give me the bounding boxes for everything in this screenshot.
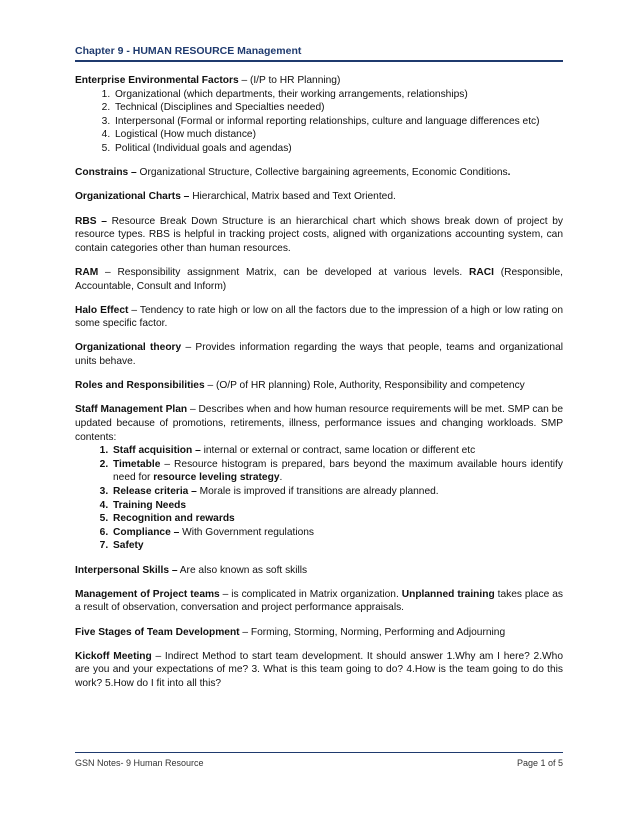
smp-item-desc: Morale is improved if transitions are already planned.: [196, 486, 439, 497]
document-body: [75, 74, 563, 701]
rbs-term: RBS –: [75, 215, 107, 227]
list-item: [111, 485, 563, 499]
ram-desc: – Responsibility assignment Matrix, can be developed at various levels.: [98, 266, 470, 278]
roles-desc: – (O/P of HR planning) Role, Authority, Responsibility and competency: [204, 380, 525, 392]
smp-item-term: Staff acquisition –: [113, 445, 201, 457]
eef-term: Enterprise Environmental Factors: [75, 75, 239, 86]
smp-item-desc: With Government regulations: [179, 526, 315, 538]
page-header-title: Chapter 9 - HUMAN RESOURCE Management: [75, 45, 302, 57]
footer-doc-name: GSN Notes- 9 Human Resource: [75, 758, 204, 768]
five-stages-term: Five Stages of Team Development: [75, 626, 240, 638]
mgmt-teams-desc: – is complicated in Matrix organization.: [219, 588, 402, 600]
smp-item-desc: – Resource histogram is prepared, bars beyond the maximum available hours identify need for: [113, 458, 563, 484]
constrains-end: .: [507, 167, 511, 179]
smp-paragraph: [75, 403, 563, 444]
unplanned-training-term: Unplanned training: [401, 588, 495, 600]
header-divider: [75, 60, 563, 62]
smp-item-term: Timetable: [113, 458, 161, 470]
org-theory-paragraph: [75, 341, 563, 368]
unplanned-training-desc: takes place as a result of observation, conversation and project performance appraisals.: [75, 588, 563, 614]
smp-item-bold: resource leveling strategy: [153, 472, 280, 484]
list-item: 2. Technical (Disciplines and Specialties needed): [113, 101, 563, 115]
list-item: [111, 526, 563, 540]
footer-divider: [75, 752, 563, 753]
five-stages-paragraph: [75, 626, 563, 640]
constrains-term: Constrains –: [75, 167, 137, 179]
list-item: [111, 444, 563, 458]
constrains-paragraph: [75, 166, 563, 180]
rbs-paragraph: [75, 215, 563, 256]
list-item: 3. Interpersonal (Formal or informal reporting relationships, culture and language differences etc): [113, 115, 563, 129]
list-item: [111, 458, 563, 485]
roles-paragraph: [75, 379, 563, 393]
smp-list: [75, 444, 563, 553]
rbs-desc: Resource Break Down Structure is an hierarchical chart which shows break down of project by resource types. RBS is helpful in tracking project costs, aligned with organizations accounting system, can contain categories other than human resources.: [75, 215, 563, 254]
smp-item-desc: internal or external or contract, same location or different etc: [200, 445, 476, 457]
list-item: [111, 512, 563, 526]
halo-term: Halo Effect: [75, 304, 129, 316]
interpersonal-desc: Are also known as soft skills: [177, 564, 308, 576]
interpersonal-paragraph: [75, 564, 563, 578]
ram-paragraph: [75, 266, 563, 293]
smp-item-term: Training Needs: [113, 499, 187, 511]
smp-item-term: Compliance –: [113, 526, 180, 538]
list-item: 5. Political (Individual goals and agendas): [113, 142, 563, 156]
org-charts-paragraph: [75, 190, 563, 204]
list-item: 4. Logistical (How much distance): [113, 128, 563, 142]
raci-desc: (Responsible, Accountable, Consult and Inform): [75, 266, 563, 292]
smp-term: Staff Management Plan: [75, 404, 188, 416]
interpersonal-term: Interpersonal Skills –: [75, 564, 178, 576]
raci-term: RACI: [469, 266, 494, 278]
smp-item-term: Recognition and rewards: [113, 513, 235, 525]
mgmt-teams-paragraph: [75, 588, 563, 615]
five-stages-desc: – Forming, Storming, Norming, Performing and Adjourning: [239, 626, 506, 638]
eef-list: [75, 88, 563, 156]
smp-desc: – Describes when and how human resource requirements will be met. SMP can be updated because of promotions, retirements, illness, performance issues and changing workloads. SMP contents:: [75, 404, 563, 443]
halo-paragraph: [75, 304, 563, 331]
list-item: [111, 539, 563, 553]
roles-term: Roles and Responsibilities: [75, 380, 205, 392]
org-theory-term: Organizational theory: [75, 342, 182, 354]
kickoff-paragraph: [75, 650, 563, 691]
ram-term: RAM: [75, 266, 99, 278]
smp-item-term: Safety: [113, 540, 144, 552]
org-charts-desc: Hierarchical, Matrix based and Text Oriented.: [189, 191, 396, 203]
smp-item-end: .: [279, 472, 283, 484]
kickoff-desc: – Indirect Method to start team development. It should answer 1.Why am I here? 2.Who are you and your expectations of me? 3. What is this team going to do? 4.How is the team going to do this work? 5.How do I fit into all this?: [75, 650, 563, 689]
list-item: [111, 499, 563, 513]
eef-desc: – (I/P to HR Planning): [238, 75, 341, 86]
list-item: 1. Organizational (which departments, their working arrangements, relationships): [113, 88, 563, 102]
org-theory-desc: – Provides information regarding the ways that people, teams and organizational units behave.: [75, 342, 563, 368]
constrains-desc: Organizational Structure, Collective bargaining agreements, Economic Conditions: [136, 167, 508, 179]
org-charts-term: Organizational Charts –: [75, 191, 190, 203]
kickoff-term: Kickoff Meeting: [75, 650, 152, 662]
halo-desc: – Tendency to rate high or low on all the factors due to the impression of a high or low rating on some specific factor.: [75, 304, 563, 330]
mgmt-teams-term: Management of Project teams: [75, 588, 220, 600]
smp-item-term: Release criteria –: [113, 486, 197, 497]
footer-page-number: Page 1 of 5: [516, 758, 563, 768]
eef-paragraph: [75, 74, 563, 88]
